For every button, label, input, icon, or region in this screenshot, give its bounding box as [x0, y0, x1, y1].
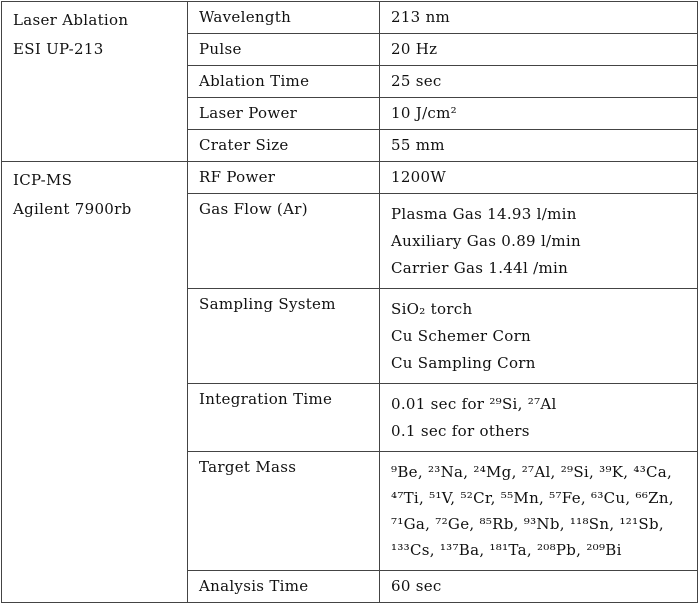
param-value: ⁷¹Ga, ⁷²Ge, ⁸⁵Rb, ⁹³Nb, ¹¹⁸Sn, ¹²¹Sb, [391, 515, 664, 533]
param-value: 60 sec [380, 571, 698, 603]
param-label: Wavelength [188, 2, 380, 34]
param-value: Auxiliary Gas 0.89 l/min [391, 232, 581, 250]
param-label: Crater Size [188, 130, 380, 162]
param-value: Plasma Gas 14.93 l/min [391, 205, 577, 223]
param-value: Cu Schemer Corn [391, 327, 531, 345]
table-row [2, 162, 698, 194]
param-value: 0.1 sec for others [391, 422, 530, 440]
param-label: Laser Power [188, 98, 380, 130]
param-value: 20 Hz [380, 34, 698, 66]
param-value: 55 mm [380, 130, 698, 162]
param-value: 0.01 sec for ²⁹Si, ²⁷Al [391, 395, 557, 413]
table-row [2, 2, 698, 34]
param-label: Sampling System [188, 289, 380, 384]
group-model: ESI UP-213 [13, 40, 104, 58]
param-value: Cu Sampling Corn [391, 354, 536, 372]
param-value: Carrier Gas 1.44l /min [391, 259, 569, 277]
param-label: Pulse [188, 34, 380, 66]
group-name: Laser Ablation [13, 11, 129, 29]
param-value: SiO₂ torch [391, 300, 473, 318]
param-value-list [380, 194, 698, 289]
param-label: Analysis Time [188, 571, 380, 603]
param-value: ⁹Be, ²³Na, ²⁴Mg, ²⁷Al, ²⁹Si, ³⁹K, ⁴³Ca, [391, 463, 673, 481]
param-value-list [380, 289, 698, 384]
instrument-parameters-table [1, 1, 698, 603]
param-label: Gas Flow (Ar) [188, 194, 380, 289]
param-value: ⁴⁷Ti, ⁵¹V, ⁵²Cr, ⁵⁵Mn, ⁵⁷Fe, ⁶³Cu, ⁶⁶Zn, [391, 489, 674, 507]
param-label: Target Mass [188, 452, 380, 571]
group-model: Agilent 7900rb [13, 200, 132, 218]
param-label: Ablation Time [188, 66, 380, 98]
group-name: ICP-MS [13, 171, 73, 189]
param-value: ¹³³Cs, ¹³⁷Ba, ¹⁸¹Ta, ²⁰⁸Pb, ²⁰⁹Bi [391, 541, 622, 559]
param-value: 1200W [380, 162, 698, 194]
param-value: 10 J/cm² [380, 98, 698, 130]
group-cell-icp-ms [2, 162, 188, 603]
param-label: Integration Time [188, 384, 380, 452]
param-value: 213 nm [380, 2, 698, 34]
param-value: 25 sec [380, 66, 698, 98]
param-label: RF Power [188, 162, 380, 194]
group-cell-laser-ablation [2, 2, 188, 162]
param-value-list [380, 452, 698, 571]
param-value-list [380, 384, 698, 452]
